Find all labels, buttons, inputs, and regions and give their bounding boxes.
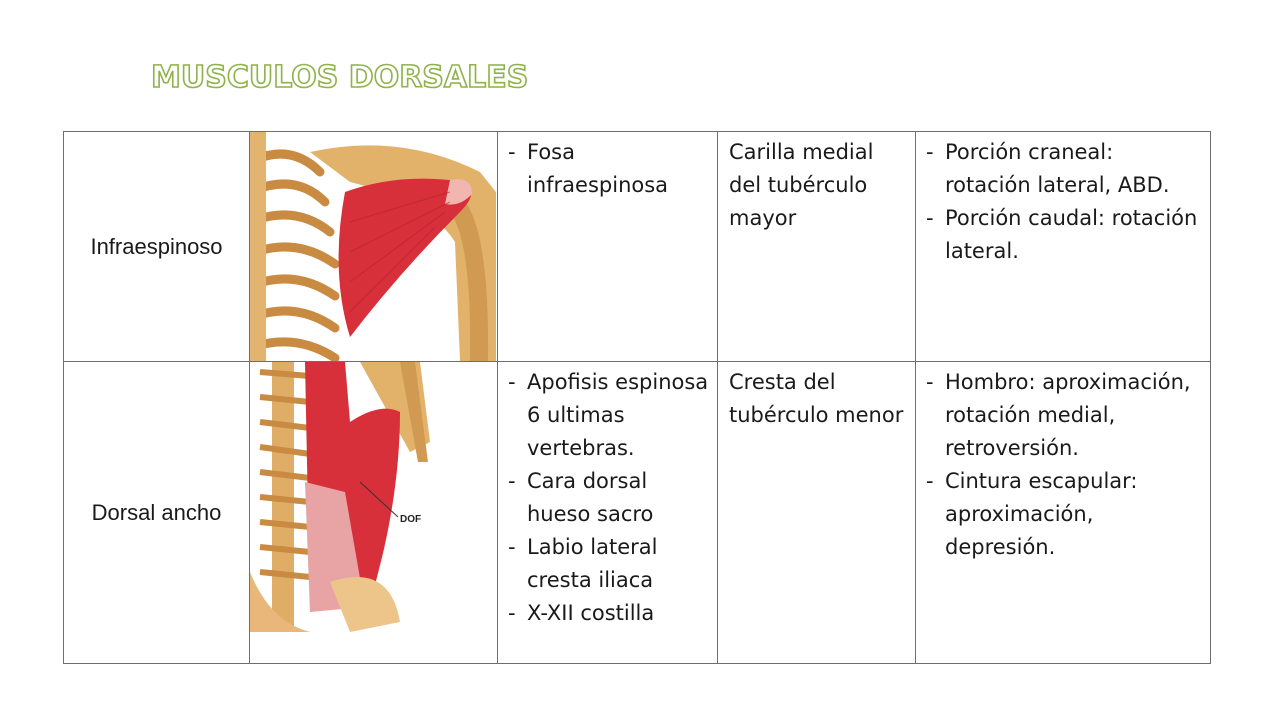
- origin-item: - X-XII costilla: [508, 597, 711, 630]
- muscle-name: Dorsal ancho: [64, 362, 250, 664]
- origin-item: - Labio lateral cresta iliaca: [508, 531, 711, 597]
- origin-cell: [498, 132, 718, 362]
- insertion-text: Carilla medial del tubérculo mayor: [729, 140, 874, 230]
- origin-item: - Apofisis espinosa 6 ultimas vertebras.: [508, 366, 711, 465]
- action-item: - Porción caudal: rotación lateral.: [926, 202, 1204, 268]
- insertion-cell: [718, 362, 916, 664]
- origin-cell: [498, 362, 718, 664]
- action-cell: [916, 132, 1211, 362]
- origin-item: - Fosa infraespinosa: [508, 136, 711, 202]
- insertion-cell: [718, 132, 916, 362]
- muscle-name: Infraespinoso: [64, 132, 250, 362]
- table-row: [64, 132, 1211, 362]
- action-cell: [916, 362, 1211, 664]
- insertion-text: Cresta del tubérculo menor: [729, 370, 904, 427]
- dof-label: DOF: [400, 514, 422, 525]
- origin-item: - Cara dorsal hueso sacro: [508, 465, 711, 531]
- slide-title: MUSCULOS DORSALES: [151, 60, 529, 95]
- action-item: - Porción craneal: rotación lateral, ABD.: [926, 136, 1204, 202]
- infraspinatus-illustration: [250, 132, 498, 362]
- latissimus-dorsi-illustration: [250, 362, 498, 664]
- action-item: - Hombro: aproximación, rotación medial, retroversión.: [926, 366, 1204, 465]
- table-row: [64, 362, 1211, 664]
- action-item: - Cintura escapular: aproximación, depresión.: [926, 465, 1204, 564]
- muscles-table: [63, 131, 1211, 664]
